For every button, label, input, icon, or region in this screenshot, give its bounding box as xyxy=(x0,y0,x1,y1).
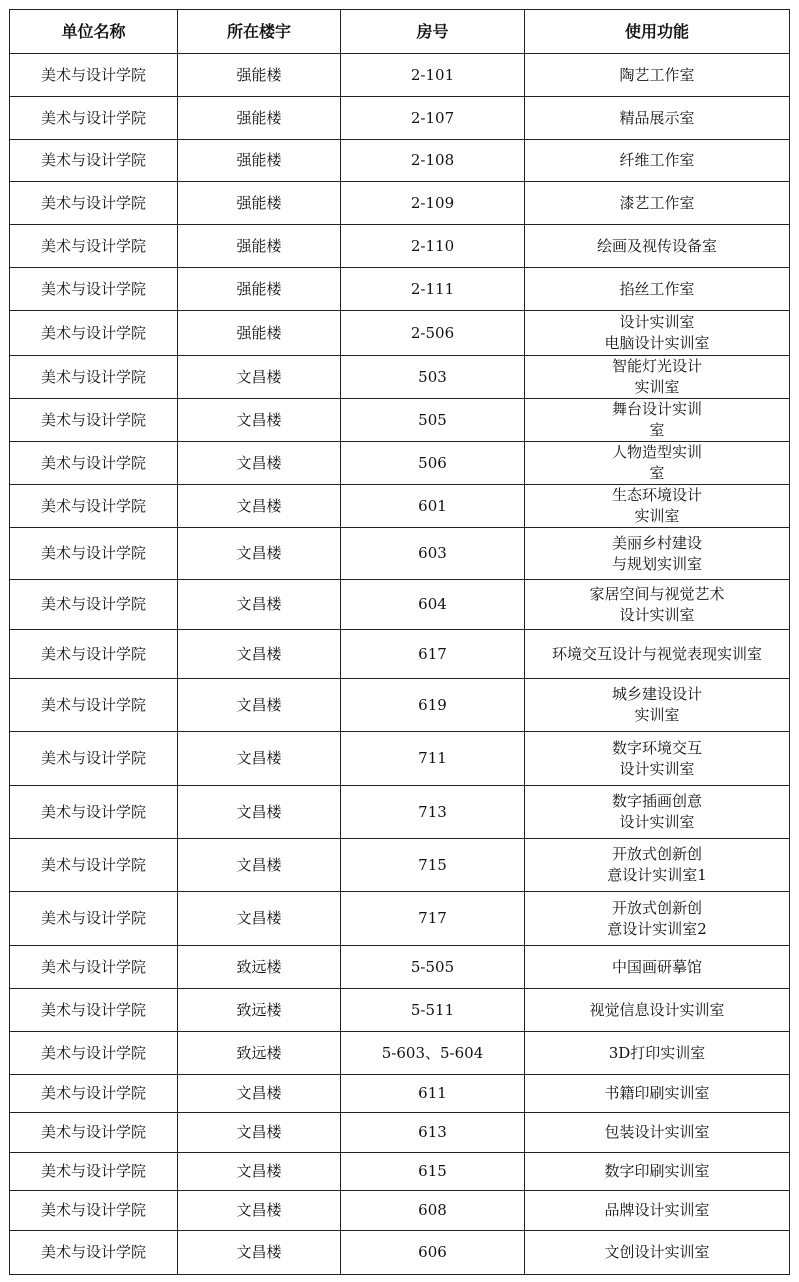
cell-function: 陶艺工作室 xyxy=(525,54,790,97)
cell-function: 漆艺工作室 xyxy=(525,182,790,225)
table-row xyxy=(10,140,790,182)
cell-building: 文昌楼 xyxy=(178,1191,341,1231)
header-building: 所在楼宇 xyxy=(178,10,341,54)
cell-room: 611 xyxy=(341,1075,525,1113)
table-row xyxy=(10,399,790,442)
cell-function: 环境交互设计与视觉表现实训室 xyxy=(525,630,790,679)
cell-unit: 美术与设计学院 xyxy=(10,946,178,989)
cell-unit: 美术与设计学院 xyxy=(10,1153,178,1191)
cell-function: 开放式创新创 意设计实训室1 xyxy=(525,839,790,892)
table-row xyxy=(10,54,790,97)
cell-unit: 美术与设计学院 xyxy=(10,1075,178,1113)
cell-building: 文昌楼 xyxy=(178,356,341,399)
cell-room: 619 xyxy=(341,679,525,732)
cell-room: 2-101 xyxy=(341,54,525,97)
cell-function: 数字插画创意 设计实训室 xyxy=(525,786,790,839)
header-row xyxy=(10,10,790,54)
cell-function: 精品展示室 xyxy=(525,97,790,140)
cell-room: 2-109 xyxy=(341,182,525,225)
cell-unit: 美术与设计学院 xyxy=(10,268,178,311)
cell-room: 603 xyxy=(341,528,525,580)
table-row xyxy=(10,1191,790,1231)
cell-building: 文昌楼 xyxy=(178,839,341,892)
table-row xyxy=(10,225,790,268)
cell-room: 5-505 xyxy=(341,946,525,989)
cell-function: 纤维工作室 xyxy=(525,140,790,182)
header-room: 房号 xyxy=(341,10,525,54)
table-row xyxy=(10,946,790,989)
cell-building: 文昌楼 xyxy=(178,630,341,679)
table-row xyxy=(10,356,790,399)
cell-unit: 美术与设计学院 xyxy=(10,732,178,786)
table-row xyxy=(10,989,790,1032)
table-row xyxy=(10,892,790,946)
cell-room: 617 xyxy=(341,630,525,679)
cell-building: 文昌楼 xyxy=(178,1075,341,1113)
cell-building: 文昌楼 xyxy=(178,528,341,580)
cell-building: 致远楼 xyxy=(178,946,341,989)
cell-room: 715 xyxy=(341,839,525,892)
cell-building: 文昌楼 xyxy=(178,679,341,732)
cell-room: 2-506 xyxy=(341,311,525,356)
cell-function: 开放式创新创 意设计实训室2 xyxy=(525,892,790,946)
cell-room: 2-111 xyxy=(341,268,525,311)
cell-room: 2-108 xyxy=(341,140,525,182)
cell-unit: 美术与设计学院 xyxy=(10,528,178,580)
cell-building: 文昌楼 xyxy=(178,786,341,839)
cell-building: 文昌楼 xyxy=(178,580,341,630)
cell-building: 文昌楼 xyxy=(178,732,341,786)
cell-function: 3D打印实训室 xyxy=(525,1032,790,1075)
cell-function: 生态环境设计 实训室 xyxy=(525,485,790,528)
cell-function: 品牌设计实训室 xyxy=(525,1191,790,1231)
cell-room: 604 xyxy=(341,580,525,630)
cell-building: 强能楼 xyxy=(178,140,341,182)
table-row xyxy=(10,1032,790,1075)
cell-unit: 美术与设计学院 xyxy=(10,892,178,946)
cell-room: 711 xyxy=(341,732,525,786)
cell-unit: 美术与设计学院 xyxy=(10,1032,178,1075)
table-row xyxy=(10,268,790,311)
cell-room: 601 xyxy=(341,485,525,528)
cell-unit: 美术与设计学院 xyxy=(10,786,178,839)
table-row xyxy=(10,485,790,528)
header-unit: 单位名称 xyxy=(10,10,178,54)
cell-unit: 美术与设计学院 xyxy=(10,485,178,528)
cell-unit: 美术与设计学院 xyxy=(10,399,178,442)
cell-building: 文昌楼 xyxy=(178,1231,341,1275)
cell-room: 613 xyxy=(341,1113,525,1153)
cell-function: 美丽乡村建设 与规划实训室 xyxy=(525,528,790,580)
cell-building: 文昌楼 xyxy=(178,1153,341,1191)
cell-building: 致远楼 xyxy=(178,1032,341,1075)
cell-building: 致远楼 xyxy=(178,989,341,1032)
table-row xyxy=(10,786,790,839)
cell-room: 2-110 xyxy=(341,225,525,268)
cell-building: 文昌楼 xyxy=(178,1113,341,1153)
cell-room: 2-107 xyxy=(341,97,525,140)
cell-building: 强能楼 xyxy=(178,225,341,268)
cell-room: 717 xyxy=(341,892,525,946)
cell-building: 强能楼 xyxy=(178,54,341,97)
cell-unit: 美术与设计学院 xyxy=(10,311,178,356)
cell-room: 503 xyxy=(341,356,525,399)
table-row xyxy=(10,442,790,485)
cell-function: 掐丝工作室 xyxy=(525,268,790,311)
header-function: 使用功能 xyxy=(525,10,790,54)
table-row xyxy=(10,311,790,356)
cell-room: 505 xyxy=(341,399,525,442)
cell-unit: 美术与设计学院 xyxy=(10,225,178,268)
cell-function: 智能灯光设计 实训室 xyxy=(525,356,790,399)
cell-building: 文昌楼 xyxy=(178,442,341,485)
cell-room: 606 xyxy=(341,1231,525,1275)
cell-function: 数字印刷实训室 xyxy=(525,1153,790,1191)
table-row xyxy=(10,839,790,892)
cell-function: 书籍印刷实训室 xyxy=(525,1075,790,1113)
cell-unit: 美术与设计学院 xyxy=(10,54,178,97)
table-row xyxy=(10,679,790,732)
table-row xyxy=(10,1153,790,1191)
room-table xyxy=(9,9,790,1275)
cell-building: 强能楼 xyxy=(178,311,341,356)
cell-unit: 美术与设计学院 xyxy=(10,1231,178,1275)
cell-building: 文昌楼 xyxy=(178,892,341,946)
cell-unit: 美术与设计学院 xyxy=(10,442,178,485)
table-row xyxy=(10,182,790,225)
cell-function: 包装设计实训室 xyxy=(525,1113,790,1153)
cell-building: 文昌楼 xyxy=(178,485,341,528)
cell-building: 强能楼 xyxy=(178,182,341,225)
cell-function: 家居空间与视觉艺术 设计实训室 xyxy=(525,580,790,630)
table-row xyxy=(10,1113,790,1153)
cell-unit: 美术与设计学院 xyxy=(10,182,178,225)
cell-unit: 美术与设计学院 xyxy=(10,1113,178,1153)
cell-building: 文昌楼 xyxy=(178,399,341,442)
cell-room: 713 xyxy=(341,786,525,839)
table-row xyxy=(10,580,790,630)
table-row xyxy=(10,732,790,786)
cell-unit: 美术与设计学院 xyxy=(10,1191,178,1231)
cell-unit: 美术与设计学院 xyxy=(10,630,178,679)
cell-function: 绘画及视传设备室 xyxy=(525,225,790,268)
cell-function: 舞台设计实训 室 xyxy=(525,399,790,442)
cell-unit: 美术与设计学院 xyxy=(10,140,178,182)
cell-unit: 美术与设计学院 xyxy=(10,356,178,399)
cell-function: 视觉信息设计实训室 xyxy=(525,989,790,1032)
cell-function: 人物造型实训 室 xyxy=(525,442,790,485)
table-row xyxy=(10,528,790,580)
cell-function: 设计实训室 电脑设计实训室 xyxy=(525,311,790,356)
cell-function: 数字环境交互 设计实训室 xyxy=(525,732,790,786)
cell-building: 强能楼 xyxy=(178,268,341,311)
cell-room: 5-603、5-604 xyxy=(341,1032,525,1075)
table-row xyxy=(10,1075,790,1113)
cell-room: 615 xyxy=(341,1153,525,1191)
cell-room: 608 xyxy=(341,1191,525,1231)
cell-function: 城乡建设设计 实训室 xyxy=(525,679,790,732)
table-row xyxy=(10,1231,790,1275)
cell-unit: 美术与设计学院 xyxy=(10,679,178,732)
cell-unit: 美术与设计学院 xyxy=(10,839,178,892)
cell-function: 文创设计实训室 xyxy=(525,1231,790,1275)
cell-unit: 美术与设计学院 xyxy=(10,97,178,140)
cell-unit: 美术与设计学院 xyxy=(10,989,178,1032)
cell-room: 506 xyxy=(341,442,525,485)
cell-function: 中国画研摹馆 xyxy=(525,946,790,989)
cell-unit: 美术与设计学院 xyxy=(10,580,178,630)
cell-room: 5-511 xyxy=(341,989,525,1032)
table-row xyxy=(10,630,790,679)
cell-building: 强能楼 xyxy=(178,97,341,140)
table-row xyxy=(10,97,790,140)
